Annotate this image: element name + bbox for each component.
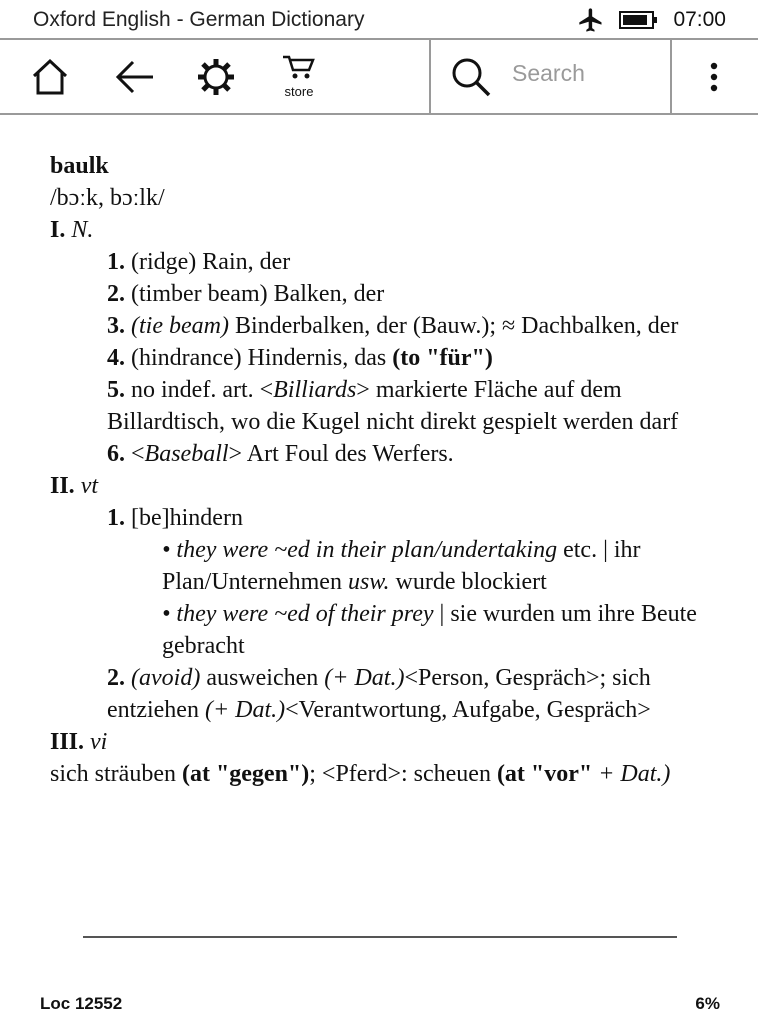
example: • they were ~ed in their plan/undertaking etc. | ihr Plan/Unternehmen usw. wurde blockiert bbox=[162, 537, 641, 595]
sense: 5. no indef. art. <Billiards> markierte Fläche auf dem Billardtisch, wo die Kugel nicht direkt gespielt werden darf bbox=[107, 377, 679, 435]
part-of-speech: II. vt bbox=[50, 473, 99, 499]
store-button[interactable] bbox=[272, 40, 326, 113]
sense: 4. (hindrance) Hindernis, das (to "für") bbox=[107, 345, 493, 371]
search-button[interactable] bbox=[448, 40, 494, 113]
home-icon bbox=[30, 57, 70, 97]
search-icon bbox=[450, 56, 492, 98]
clock: 07:00 bbox=[673, 8, 726, 31]
search-input[interactable]: Search bbox=[512, 60, 585, 86]
part-of-speech: III. vi bbox=[50, 729, 108, 755]
airplane-mode-icon bbox=[577, 6, 605, 34]
home-button[interactable] bbox=[25, 40, 75, 113]
dictionary-entry bbox=[50, 150, 720, 790]
more-vertical-icon bbox=[709, 62, 719, 92]
status-indicators bbox=[577, 6, 726, 34]
status-bar bbox=[0, 0, 758, 40]
toolbar bbox=[0, 40, 758, 115]
toolbar-divider bbox=[670, 40, 672, 113]
progress-percent: 6% bbox=[695, 994, 720, 1013]
sense: 3. (tie beam) Binderbalken, der (Bauw.); ≈ Dachbalken, der bbox=[107, 313, 679, 339]
part-of-speech: I. N. bbox=[50, 217, 94, 243]
cart-icon bbox=[282, 54, 316, 80]
location-indicator: Loc 12552 bbox=[40, 994, 123, 1013]
sense: sich sträuben (at "gegen"); <Pferd>: scheuen (at "vor" + Dat.) bbox=[50, 761, 671, 787]
headword: baulk bbox=[50, 153, 109, 179]
sense: 1. (ridge) Rain, der bbox=[107, 249, 291, 275]
store-label: store bbox=[284, 84, 314, 99]
sense: 1. [be]hindern bbox=[107, 505, 243, 531]
book-title: Oxford English - German Dictionary bbox=[33, 8, 365, 31]
settings-button[interactable] bbox=[192, 40, 240, 113]
menu-button[interactable] bbox=[690, 40, 738, 113]
back-arrow-icon bbox=[113, 57, 155, 97]
pronunciation: /bɔːk, bɔːlk/ bbox=[50, 185, 165, 211]
end-divider bbox=[83, 936, 677, 938]
example: • they were ~ed of their prey | sie wurden um ihre Beute gebracht bbox=[162, 601, 697, 659]
sense: 2. (timber beam) Balken, der bbox=[107, 281, 385, 307]
sense: 2. (avoid) ausweichen (+ Dat.)<Person, Gespräch>; sich entziehen (+ Dat.)<Verantwortung, Aufgabe, Gespräch> bbox=[107, 665, 651, 723]
battery-icon bbox=[619, 10, 659, 30]
back-button[interactable] bbox=[110, 40, 158, 113]
gear-icon bbox=[195, 56, 237, 98]
sense: 6. <Baseball> Art Foul des Werfers. bbox=[107, 441, 454, 467]
toolbar-divider bbox=[429, 40, 431, 113]
